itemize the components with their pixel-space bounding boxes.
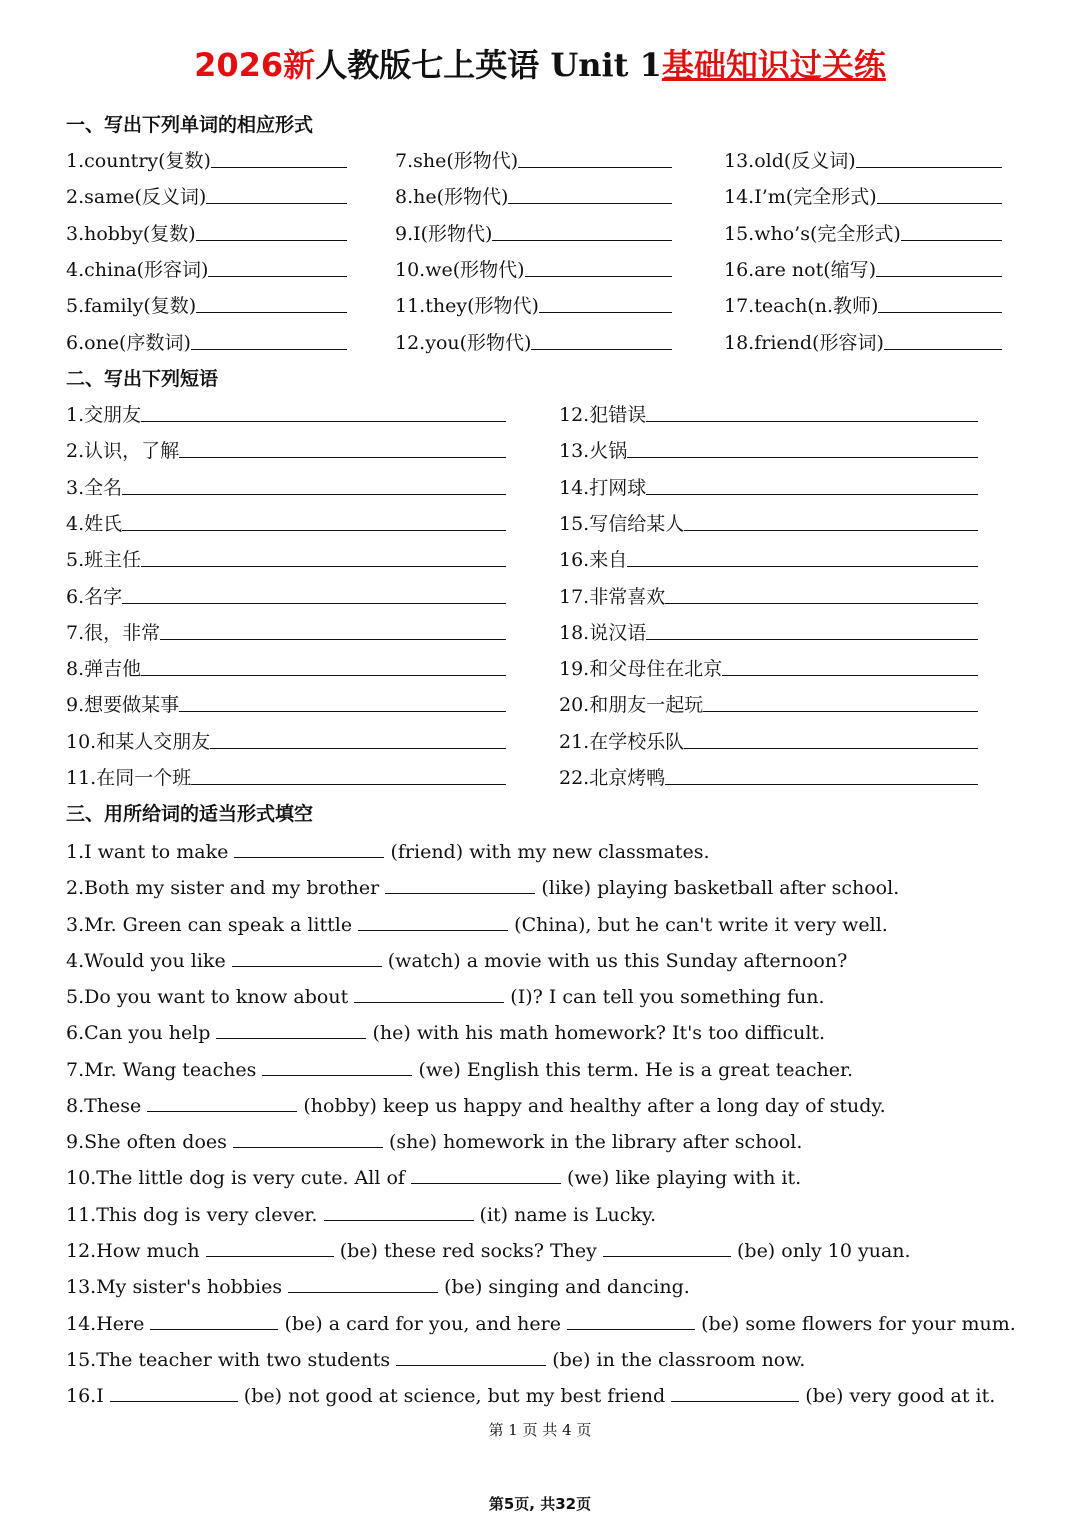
sentence-text: 2.Both my sister and my brother — [66, 877, 386, 900]
sentence-text: (watch) a movie with us this Sunday afternoon? — [381, 949, 848, 972]
fill-blank-sentence — [66, 1273, 690, 1300]
item-label: 15.who’s(完全形式) — [724, 222, 901, 245]
page-total: 第5页, 共32页 — [488, 1495, 592, 1513]
item-label: 19.和父母住在北京 — [559, 658, 723, 681]
sentence-text: (she) homework in the library after school. — [382, 1131, 803, 1154]
item-label: 14.打网球 — [559, 476, 647, 499]
title-year: 2026新 — [194, 46, 316, 84]
fill-blank-sentence — [66, 1128, 802, 1155]
phrase-item — [559, 438, 978, 464]
fill-blank-sentence — [66, 983, 825, 1010]
sentence-text: (be) very good at it. — [799, 1385, 996, 1408]
sentence-text: (hobby) keep us happy and healthy after a long day of study. — [297, 1094, 886, 1117]
fill-blank-sentence — [66, 1237, 911, 1264]
item-label: 2.same(反义词) — [66, 186, 207, 209]
answer-blank[interactable] — [684, 729, 978, 749]
answer-blank[interactable] — [525, 257, 672, 277]
word-form-item — [66, 293, 347, 319]
sentence-text: (be) these red socks? They — [333, 1239, 603, 1262]
phrase-item — [66, 402, 506, 428]
item-label: 3.全名 — [66, 476, 123, 499]
word-form-item — [724, 221, 1002, 247]
sentence-text: 13.My sister's hobbies — [66, 1276, 289, 1299]
answer-blank[interactable] — [196, 293, 347, 313]
item-label: 9.想要做某事 — [66, 694, 180, 717]
item-label: 5.班主任 — [66, 549, 142, 572]
word-form-item — [66, 184, 347, 210]
word-form-item — [395, 148, 672, 174]
word-form-item — [724, 293, 1002, 319]
item-label: 6.one(序数词) — [66, 331, 191, 354]
item-label: 17.teach(n.教师) — [724, 295, 879, 318]
answer-blank[interactable] — [216, 1019, 366, 1039]
item-label: 1.交朋友 — [66, 404, 142, 426]
answer-blank[interactable] — [191, 765, 506, 785]
answer-blank[interactable] — [646, 620, 978, 640]
sentence-text: 7.Mr. Wang teaches — [66, 1058, 263, 1081]
item-label: 15.写信给某人 — [559, 512, 685, 535]
fill-blank-sentence — [66, 1164, 801, 1191]
sentence-text: (like) playing basketball after school. — [535, 877, 900, 900]
answer-blank[interactable] — [288, 1273, 438, 1293]
word-form-item — [395, 257, 672, 283]
answer-blank[interactable] — [122, 475, 506, 495]
answer-blank[interactable] — [539, 293, 672, 313]
answer-blank[interactable] — [878, 293, 1002, 313]
fill-blank-sentence — [66, 1092, 886, 1119]
answer-blank[interactable] — [110, 1382, 238, 1402]
phrase-item — [66, 438, 506, 464]
sentence-text: 10.The little dog is very cute. All of — [66, 1167, 411, 1190]
fill-blank-sentence — [66, 1346, 805, 1373]
word-form-item — [395, 184, 672, 210]
sentence-text: (be) in the classroom now. — [546, 1348, 806, 1371]
fill-blank-sentence — [66, 1056, 853, 1083]
answer-blank[interactable] — [141, 656, 506, 676]
answer-blank[interactable] — [210, 729, 506, 749]
answer-blank[interactable] — [232, 947, 382, 967]
item-label: 18.friend(形容词) — [724, 331, 884, 354]
phrase-item — [559, 656, 978, 682]
answer-blank[interactable] — [603, 1237, 731, 1257]
fill-blank-sentence — [66, 947, 847, 974]
item-label: 11.在同一个班 — [66, 767, 192, 789]
word-form-item — [66, 257, 347, 283]
answer-blank[interactable] — [901, 221, 1002, 241]
answer-blank[interactable] — [385, 874, 535, 894]
sentence-text: 15.The teacher with two students — [66, 1348, 397, 1371]
sentence-text: 16.I — [66, 1385, 110, 1408]
answer-blank[interactable] — [206, 1237, 334, 1257]
item-label: 21.在学校乐队 — [559, 730, 685, 753]
answer-blank[interactable] — [354, 983, 504, 1003]
item-label: 17.非常喜欢 — [559, 585, 666, 608]
phrase-item — [66, 729, 506, 755]
phrase-item — [559, 547, 978, 573]
item-label: 16.are not(缩写) — [724, 258, 877, 281]
sentence-text: 9.She often does — [66, 1131, 233, 1154]
answer-blank[interactable] — [208, 257, 347, 277]
sentence-text: (friend) with my new classmates. — [384, 841, 710, 863]
answer-blank[interactable] — [627, 547, 978, 567]
word-form-item — [66, 221, 347, 247]
answer-blank[interactable] — [646, 475, 978, 495]
sentence-text: 12.How much — [66, 1239, 206, 1262]
answer-blank[interactable] — [703, 692, 978, 712]
title-main: 人教版七上英语 Unit 1 — [315, 46, 662, 84]
answer-blank[interactable] — [191, 330, 347, 350]
fill-blank-sentence — [66, 1019, 825, 1046]
word-form-item — [66, 330, 347, 356]
fill-blank-sentence — [66, 911, 888, 938]
answer-blank[interactable] — [877, 184, 1002, 204]
sentence-text: (China), but he can't write it very well. — [508, 913, 888, 936]
phrase-item — [66, 547, 506, 573]
item-label: 12.you(形物代) — [395, 331, 532, 354]
word-form-item — [724, 184, 1002, 210]
phrase-item — [66, 511, 506, 537]
answer-blank[interactable] — [179, 438, 506, 458]
fill-blank-sentence — [66, 838, 710, 865]
item-label: 18.说汉语 — [559, 621, 647, 644]
answer-blank[interactable] — [722, 656, 978, 676]
sentence-text: 3.Mr. Green can speak a little — [66, 913, 359, 936]
sentence-text: (we) English this term. He is a great teacher. — [412, 1058, 854, 1081]
fill-blank-sentence — [66, 1382, 995, 1409]
word-form-item — [395, 330, 672, 356]
answer-blank[interactable] — [196, 221, 347, 241]
answer-blank[interactable] — [518, 148, 672, 168]
item-label: 8.he(形物代) — [395, 186, 509, 209]
item-label: 10.和某人交朋友 — [66, 730, 211, 753]
answer-blank[interactable] — [141, 402, 506, 422]
page-number: 第 1 页 共 4 页 — [488, 1421, 592, 1439]
sentence-text: (it) name is Lucky. — [473, 1203, 657, 1226]
answer-blank[interactable] — [160, 620, 506, 640]
sentence-text: 11.This dog is very clever. — [66, 1203, 324, 1226]
item-label: 7.很，非常 — [66, 621, 161, 644]
phrase-item — [66, 584, 506, 610]
answer-blank[interactable] — [665, 584, 978, 604]
sentence-text: 14.Here — [66, 1312, 151, 1335]
item-label: 20.和朋友一起玩 — [559, 694, 704, 717]
phrase-item — [559, 475, 978, 501]
item-label: 1.country(复数) — [66, 150, 211, 172]
sentence-text: (be) only 10 yuan. — [730, 1239, 911, 1262]
answer-blank[interactable] — [122, 584, 506, 604]
item-label: 9.I(形物代) — [395, 222, 493, 245]
sentence-text: 1.I want to make — [66, 841, 235, 863]
word-form-item — [724, 257, 1002, 283]
item-label: 6.名字 — [66, 585, 123, 608]
answer-blank[interactable] — [646, 402, 978, 422]
phrase-item — [559, 511, 978, 537]
answer-blank[interactable] — [508, 184, 672, 204]
answer-blank[interactable] — [884, 330, 1002, 350]
sentence-text: (we) like playing with it. — [560, 1167, 802, 1190]
word-form-item — [395, 293, 672, 319]
phrase-item — [559, 584, 978, 610]
answer-blank[interactable] — [665, 765, 978, 785]
item-label: 16.来自 — [559, 549, 628, 572]
word-form-item — [724, 148, 1002, 174]
page-title — [0, 40, 1080, 90]
sentence-text: 8.These — [66, 1094, 148, 1117]
phrase-item — [66, 656, 506, 682]
item-label: 10.we(形物代) — [395, 258, 525, 281]
phrase-item — [559, 729, 978, 755]
answer-blank[interactable] — [684, 511, 978, 531]
phrase-item — [66, 475, 506, 501]
item-label: 5.family(复数) — [66, 295, 197, 318]
fill-blank-sentence — [66, 1201, 656, 1228]
fill-blank-sentence — [66, 1310, 1016, 1337]
answer-blank[interactable] — [531, 330, 672, 350]
word-form-item — [66, 148, 347, 174]
item-label: 3.hobby(复数) — [66, 222, 196, 245]
sentence-text: (be) some flowers for your mum. — [695, 1312, 1016, 1335]
answer-blank[interactable] — [150, 1310, 278, 1330]
section1-heading: 一、写出下列单词的相应形式 — [66, 114, 314, 136]
phrase-item — [66, 692, 506, 718]
answer-blank[interactable] — [262, 1056, 412, 1076]
sentence-text: (be) singing and dancing. — [438, 1276, 690, 1299]
answer-blank[interactable] — [122, 511, 506, 531]
answer-blank[interactable] — [206, 184, 347, 204]
item-label: 11.they(形物代) — [395, 295, 539, 318]
answer-blank[interactable] — [492, 221, 672, 241]
item-label: 12.犯错误 — [559, 404, 647, 426]
answer-blank[interactable] — [324, 1201, 474, 1221]
answer-blank[interactable] — [233, 1128, 383, 1148]
phrase-item — [559, 620, 978, 646]
title-highlight: 基础知识过关练 — [661, 46, 886, 84]
answer-blank[interactable] — [856, 148, 1002, 168]
sentence-text: (be) a card for you, and here — [278, 1312, 568, 1335]
answer-blank[interactable] — [567, 1310, 695, 1330]
answer-blank[interactable] — [234, 838, 384, 858]
phrase-item — [559, 692, 978, 718]
answer-blank[interactable] — [358, 911, 508, 931]
answer-blank[interactable] — [179, 692, 506, 712]
item-label: 8.弹吉他 — [66, 658, 142, 681]
section2-heading: 二、写出下列短语 — [66, 368, 219, 390]
phrase-item — [66, 765, 506, 791]
item-label: 7.she(形物代) — [395, 150, 519, 172]
phrase-item — [559, 402, 978, 428]
answer-blank[interactable] — [627, 438, 978, 458]
word-form-item — [395, 221, 672, 247]
answer-blank[interactable] — [671, 1382, 799, 1402]
answer-blank[interactable] — [396, 1346, 546, 1366]
sentence-text: (I)? I can tell you something fun. — [504, 986, 825, 1009]
item-label: 13.火锅 — [559, 440, 628, 463]
section3-heading: 三、用所给词的适当形式填空 — [66, 803, 314, 825]
answer-blank[interactable] — [876, 257, 1002, 277]
item-label: 22.北京烤鸭 — [559, 767, 666, 789]
phrase-item — [66, 620, 506, 646]
word-form-item — [724, 330, 1002, 356]
answer-blank[interactable] — [411, 1164, 561, 1184]
sentence-text: 5.Do you want to know about — [66, 986, 355, 1009]
sentence-text: 4.Would you like — [66, 949, 232, 972]
sentence-text: (he) with his math homework? It's too difficult. — [366, 1022, 826, 1045]
phrase-item — [559, 765, 978, 791]
sentence-text: (be) not good at science, but my best friend — [237, 1385, 672, 1408]
answer-blank[interactable] — [211, 148, 347, 168]
answer-blank[interactable] — [141, 547, 506, 567]
fill-blank-sentence — [66, 874, 899, 901]
item-label: 2.认识，了解 — [66, 440, 180, 463]
item-label: 4.china(形容词) — [66, 258, 209, 281]
sentence-text: 6.Can you help — [66, 1022, 217, 1045]
item-label: 14.I’m(完全形式) — [724, 186, 877, 209]
item-label: 13.old(反义词) — [724, 150, 856, 172]
answer-blank[interactable] — [147, 1092, 297, 1112]
item-label: 4.姓氏 — [66, 512, 123, 535]
